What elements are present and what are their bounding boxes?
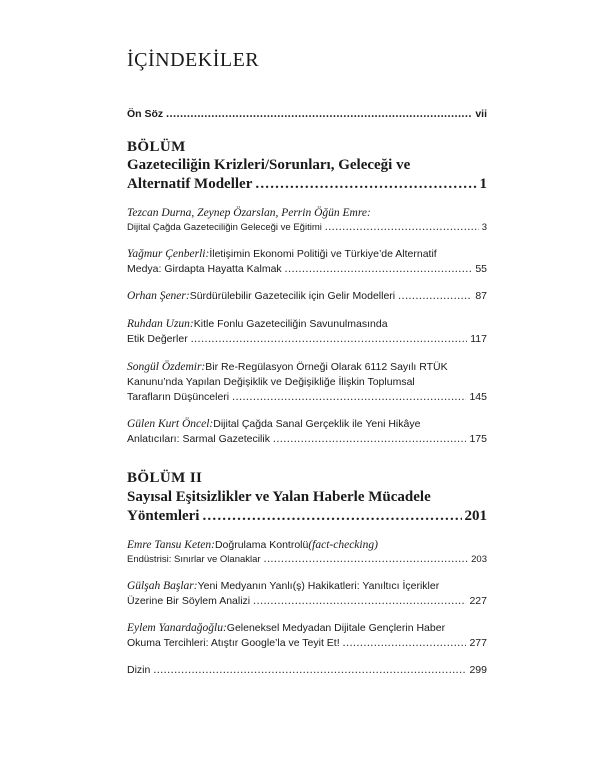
entry-author-line [127, 539, 487, 551]
toc-entry [127, 290, 487, 302]
part-label: BÖLÜM [127, 139, 186, 155]
leader-dots [273, 433, 467, 445]
entry-author: Yağmur Çenberli: [127, 248, 210, 260]
toc-entry [127, 263, 487, 275]
leader-dots [255, 176, 476, 193]
toc-entry [127, 595, 487, 607]
part-title-line [127, 157, 487, 174]
entry-title: Tarafların Düşünceleri [127, 391, 230, 403]
entry-title: Ön Söz [127, 108, 164, 120]
page-number: 299 [469, 664, 487, 676]
page-number: 3 [481, 222, 487, 233]
entry-title-line [127, 376, 487, 388]
page-number: 55 [475, 263, 487, 275]
entry-title-italic: (fact-checking) [308, 539, 378, 551]
leader-dots [398, 290, 472, 302]
entry-title: Dizin [127, 664, 151, 676]
toc-entry [127, 637, 487, 649]
entry-title: Dijital Çağda Sanal Gerçeklik ile Yeni Hikâye [213, 418, 421, 430]
entry-title: Üzerine Bir Söylem Analizi [127, 595, 251, 607]
entry-title: Dijital Çağda Gazeteciliğin Geleceği ve Eğitimi [127, 222, 322, 233]
part-title-line [127, 489, 487, 506]
entry-author-line [127, 361, 487, 373]
entry-author: Orhan Şener: [127, 290, 190, 302]
entry-author-line [127, 248, 487, 260]
part-title: Alternatif Modeller [127, 176, 253, 192]
toc-entry [127, 221, 487, 233]
toc-entry [127, 391, 487, 403]
entry-title: Endüstrisi: Sınırlar ve Olanaklar [127, 554, 261, 565]
entry-author-line [127, 580, 487, 592]
toc-entry [127, 553, 487, 565]
part-title: Gazeteciliğin Krizleri/Sorunları, Geleceği ve [127, 157, 411, 173]
leader-dots [253, 595, 466, 607]
entry-title: Bir Re-Regülasyon Örneği Olarak 6112 Sayılı RTÜK [205, 361, 448, 373]
page-number: 203 [471, 554, 487, 565]
entry-title: Doğrulama Kontrolü [214, 539, 309, 551]
toc-entry-part1 [127, 176, 487, 193]
part-title: Yöntemleri [127, 508, 200, 524]
leader-dots [264, 553, 469, 565]
leader-dots [343, 637, 467, 649]
page-number: 87 [475, 290, 487, 302]
page-number: 277 [469, 637, 487, 649]
part-label: BÖLÜM II [127, 470, 203, 486]
entry-title: İletişimin Ekonomi Politiği ve Türkiye’de Alternatif [209, 248, 437, 260]
leader-dots [191, 333, 468, 345]
page-title: İÇİNDEKİLER [127, 49, 260, 71]
leader-dots [166, 108, 472, 120]
entry-author: Eylem Yanardağoğlu: [127, 622, 227, 634]
entry-author: Gülşah Başlar: [127, 580, 198, 592]
entry-title: Sürdürülebilir Gazetecilik için Gelir Modelleri [189, 290, 396, 302]
page-number: 145 [469, 391, 487, 403]
entry-author-line [127, 622, 487, 634]
entry-title: Etik Değerler [127, 333, 188, 345]
entry-title: Medya: Girdapta Hayatta Kalmak [127, 263, 282, 275]
toc-entry-part2 [127, 508, 487, 525]
page-number: 227 [469, 595, 487, 607]
toc-entry-preface [127, 108, 487, 120]
entry-author: Emre Tansu Keten: [127, 539, 215, 551]
entry-author-line [127, 207, 487, 219]
leader-dots [202, 508, 461, 525]
page-number: 117 [470, 333, 487, 345]
entry-title: Kitle Fonlu Gazeteciliğin Savunulmasında [193, 318, 388, 330]
entry-author: Songül Özdemir: [127, 361, 206, 373]
leader-dots [325, 221, 479, 233]
entry-title: Okuma Tercihleri: Atıştır Google’la ve Teyit Et! [127, 637, 340, 649]
toc-entry-index [127, 664, 487, 676]
leader-dots [285, 263, 473, 275]
entry-author-line [127, 418, 487, 430]
entry-title: Anlatıcıları: Sarmal Gazetecilik [127, 433, 270, 445]
part-title: Sayısal Eşitsizlikler ve Yalan Haberle Mücadele [127, 489, 431, 505]
toc-entry [127, 333, 487, 345]
entry-title: Geleneksel Medyadan Dijitale Gençlerin Haber [226, 622, 446, 634]
leader-dots [232, 391, 466, 403]
leader-dots [153, 664, 466, 676]
entry-author: Gülen Kurt Öncel: [127, 418, 214, 430]
page-number: vii [475, 108, 487, 120]
entry-author-line [127, 318, 487, 330]
entry-title: Yeni Medyanın Yanlı(ş) Hakikatleri: Yanıltıcı İçerikler [197, 580, 440, 592]
page-number: 201 [464, 508, 487, 524]
entry-title: Kanunu’nda Yapılan Değişiklik ve Değişikliğe İlişkin Toplumsal [127, 376, 415, 388]
entry-author: Ruhdan Uzun: [127, 318, 194, 330]
entry-author: Tezcan Durna, Zeynep Özarslan, Perrin Öğün Emre: [127, 207, 371, 219]
page-number: 175 [469, 433, 487, 445]
toc-entry [127, 433, 487, 445]
page-number: 1 [479, 176, 487, 192]
